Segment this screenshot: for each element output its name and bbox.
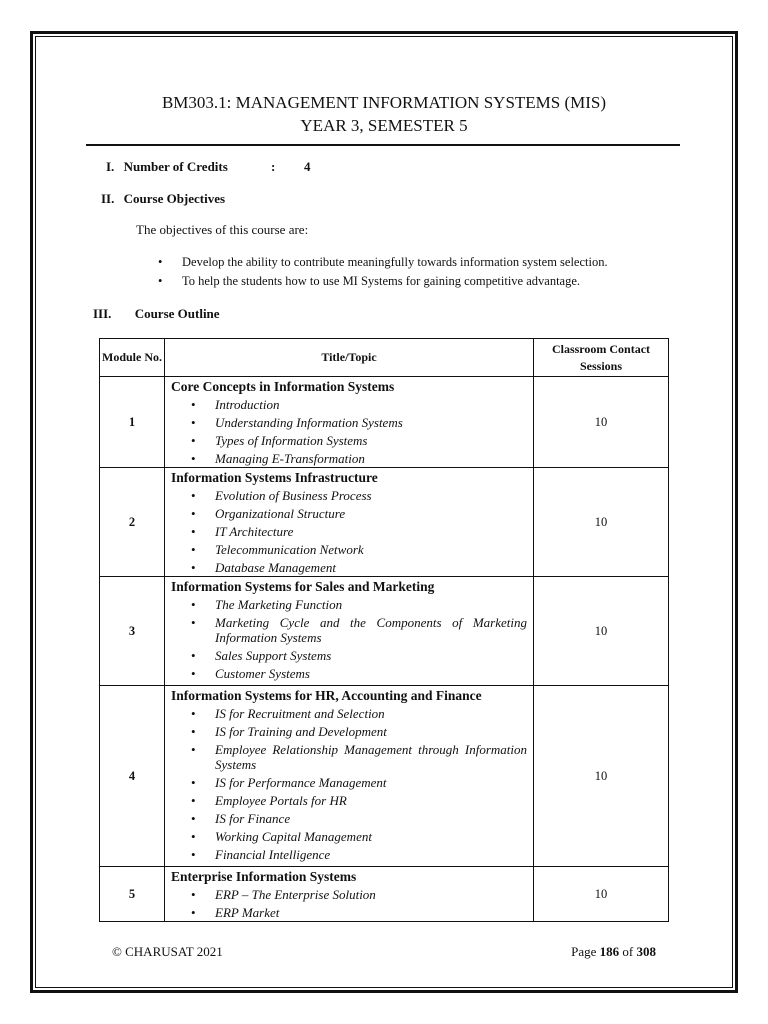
section-label: Number of Credits [123, 159, 228, 174]
objective-item: • Develop the ability to contribute meaningfully towards information system selection. [156, 253, 608, 272]
page-prefix: Page [571, 944, 597, 959]
topic-item: • Employee Portals for HR [171, 791, 527, 809]
topic-item: • Employee Relationship Management through Information Systems [171, 740, 527, 773]
section-number: III. [93, 306, 112, 321]
header-module: Module No. [100, 339, 165, 377]
topic-item: • Evolution of Business Process [171, 486, 527, 504]
module-sessions: 10 [534, 867, 669, 922]
module-number: 2 [100, 468, 165, 577]
section-objectives [101, 191, 225, 207]
year-semester: YEAR 3, SEMESTER 5 [300, 116, 468, 135]
topic-item: • IS for Recruitment and Selection [171, 704, 527, 722]
header-title: Title/Topic [165, 339, 534, 377]
title-divider [86, 144, 680, 146]
page-current: 186 [599, 944, 620, 959]
table-row [100, 468, 669, 577]
credits-colon: : [271, 159, 276, 174]
module-topic-cell [165, 577, 534, 686]
module-sessions: 10 [534, 468, 669, 577]
topic-item: • ERP – The Enterprise Solution [171, 885, 527, 903]
footer-copyright: © CHARUSAT 2021 [112, 944, 223, 959]
topic-list [171, 395, 527, 467]
table-row [100, 686, 669, 867]
topic-list [171, 885, 527, 921]
topic-item: • Organizational Structure [171, 504, 527, 522]
footer-page-number [571, 944, 656, 960]
section-number: I. [106, 159, 115, 174]
module-topic-cell [165, 686, 534, 867]
topic-item: • Marketing Cycle and the Components of Marketing Information Systems [171, 613, 527, 646]
topic-list [171, 595, 527, 682]
course-outline-table [99, 338, 669, 922]
module-number: 1 [100, 377, 165, 468]
page-of: of [622, 944, 634, 959]
module-number: 3 [100, 577, 165, 686]
credits-value: 4 [304, 159, 311, 174]
topic-item: • The Marketing Function [171, 595, 527, 613]
topic-item: • Introduction [171, 395, 527, 413]
table-header-row [100, 339, 669, 377]
module-number: 5 [100, 867, 165, 922]
topic-item: • IS for Performance Management [171, 773, 527, 791]
course-title: BM303.1: MANAGEMENT INFORMATION SYSTEMS (MIS) [161, 93, 607, 112]
module-topic-cell [165, 468, 534, 577]
section-credits [106, 159, 228, 175]
topic-item: • IT Architecture [171, 522, 527, 540]
topic-list [171, 486, 527, 576]
module-sessions: 10 [534, 577, 669, 686]
module-number: 4 [100, 686, 165, 867]
section-number: II. [101, 191, 115, 206]
topic-item: • Types of Information Systems [171, 431, 527, 449]
topic-item: • Database Management [171, 558, 527, 576]
topic-item: • Sales Support Systems [171, 646, 527, 664]
topic-item: • Financial Intelligence [171, 845, 527, 863]
topic-item: • IS for Finance [171, 809, 527, 827]
topic-item: • Working Capital Management [171, 827, 527, 845]
topic-item: • IS for Training and Development [171, 722, 527, 740]
topic-item: • Understanding Information Systems [171, 413, 527, 431]
header-sessions: Classroom Contact Sessions [534, 339, 669, 377]
module-topic-cell [165, 377, 534, 468]
module-title: Enterprise Information Systems [171, 869, 357, 884]
module-title: Information Systems Infrastructure [171, 470, 378, 485]
table-row [100, 577, 669, 686]
section-label: Course Objectives [123, 191, 226, 206]
table-row [100, 377, 669, 468]
module-title: Information Systems for Sales and Marketing [171, 579, 435, 594]
topic-item: • Telecommunication Network [171, 540, 527, 558]
section-label: Course Outline [134, 306, 220, 321]
topic-item: • Managing E-Transformation [171, 449, 527, 467]
objective-item: • To help the students how to use MI Systems for gaining competitive advantage. [156, 272, 608, 291]
module-sessions: 10 [534, 377, 669, 468]
objectives-intro: The objectives of this course are: [136, 222, 309, 237]
section-outline [93, 306, 220, 322]
objectives-list [156, 253, 608, 291]
table-row [100, 867, 669, 922]
module-title: Information Systems for HR, Accounting and Finance [171, 688, 482, 703]
page-total: 308 [636, 944, 656, 959]
module-sessions: 10 [534, 686, 669, 867]
topic-list [171, 704, 527, 863]
topic-item: • ERP Market [171, 903, 527, 921]
topic-item: • Customer Systems [171, 664, 527, 682]
module-title: Core Concepts in Information Systems [171, 379, 395, 394]
module-topic-cell [165, 867, 534, 922]
